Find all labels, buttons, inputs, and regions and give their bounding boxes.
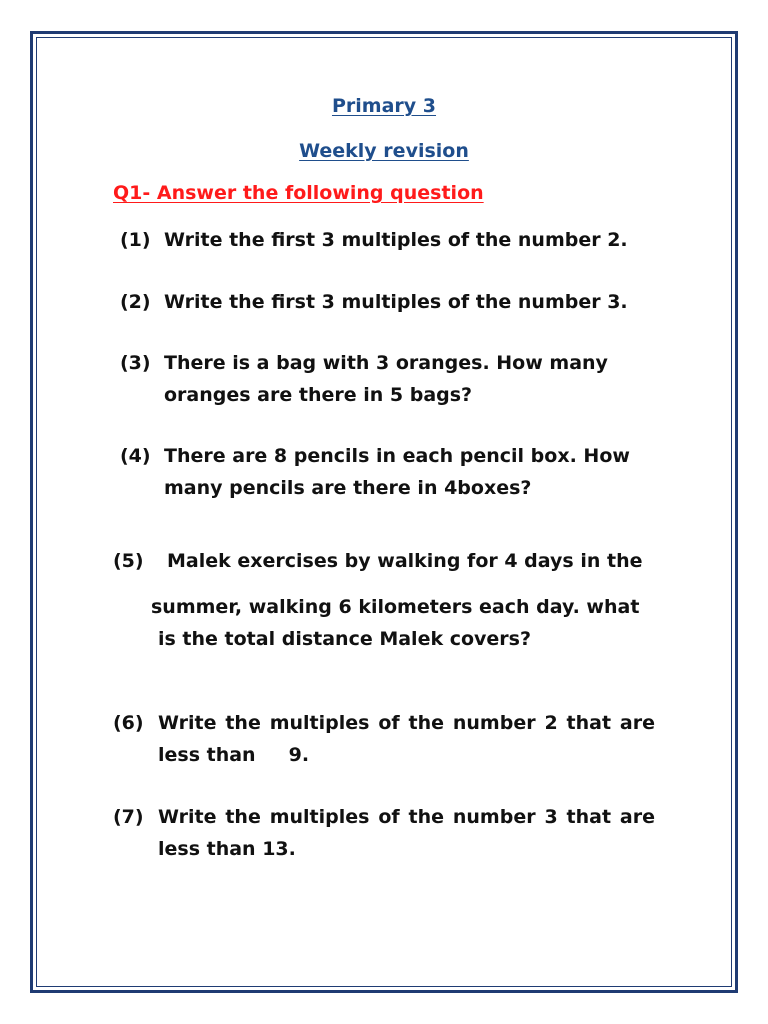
- page-title: Primary 3: [331, 95, 437, 117]
- question-number: (2): [120, 291, 151, 313]
- section-heading: Q1- Answer the following question: [113, 182, 484, 204]
- question-text-line-3: is the total distance Malek covers?: [158, 628, 531, 650]
- question-text-line-1: Malek exercises by walking for 4 days in the: [167, 550, 643, 572]
- question-2: [120, 286, 640, 318]
- question-number: (4): [120, 445, 151, 467]
- question-number: (5): [113, 550, 144, 572]
- question-number: (3): [120, 352, 151, 374]
- question-text: Write the first 3 multiples of the number 2.: [164, 229, 628, 251]
- question-text: Write the multiples of the number 3 that are less than 13.: [158, 806, 655, 860]
- question-6: [113, 707, 662, 771]
- question-text-line-2: summer, walking 6 kilometers each day. what: [151, 596, 640, 618]
- question-4: [120, 440, 650, 504]
- question-5: [113, 545, 673, 655]
- question-text: There are 8 pencils in each pencil box. How many pencils are there in 4boxes?: [164, 445, 630, 499]
- question-number: (6): [113, 712, 144, 734]
- question-number: (7): [113, 806, 144, 828]
- question-3: [120, 347, 630, 411]
- question-7: [113, 801, 655, 865]
- question-number: (1): [120, 229, 151, 251]
- question-text: Write the first 3 multiples of the number 3.: [164, 291, 628, 313]
- question-text: Write the multiples of the number 2 that are less than 9.: [158, 712, 662, 766]
- page-subtitle: Weekly revision: [299, 140, 469, 162]
- question-1: [120, 224, 640, 256]
- question-text: There is a bag with 3 oranges. How many oranges are there in 5 bags?: [164, 352, 608, 406]
